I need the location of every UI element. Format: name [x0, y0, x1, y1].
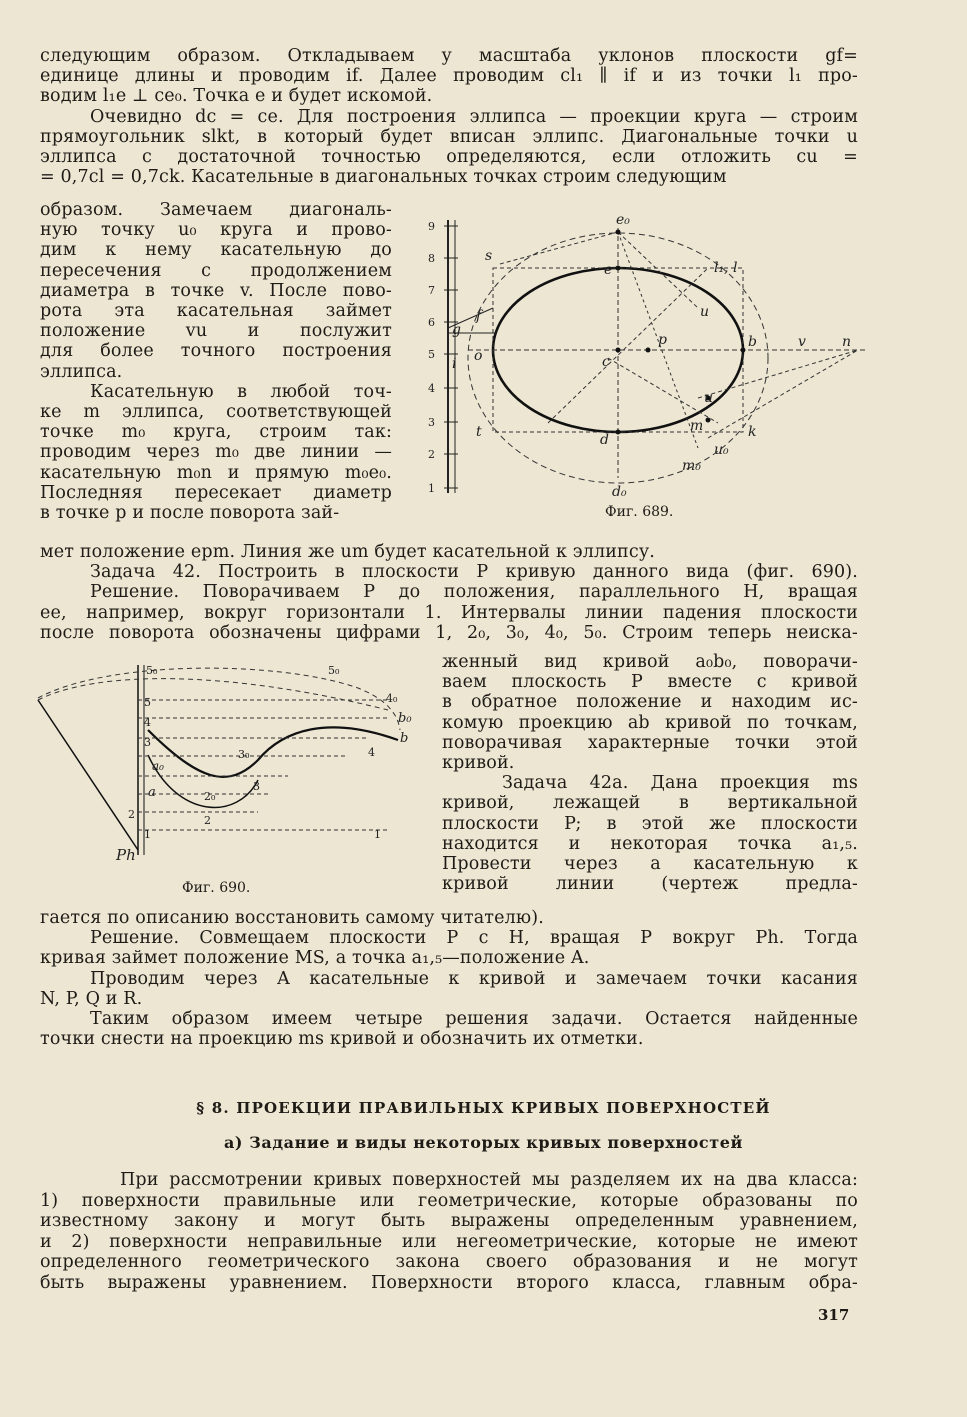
label-c: c [602, 354, 610, 370]
scale-4: 4 [428, 382, 435, 395]
text-line: в обратное положение и находим ис- [442, 692, 858, 713]
text-line: находится и некоторая точка a₁,₅. [442, 833, 858, 854]
fig690-a0: a₀ [152, 759, 164, 773]
label-m0: m₀ [682, 458, 701, 474]
text-line: диаметра в точке v. После пово- [40, 280, 392, 301]
label-u0: u₀ [714, 442, 729, 458]
text-line: и 2) поверхности неправильные или негеометрические, которые не имеют [40, 1231, 858, 1252]
text-line: проводим через m₀ две линии — [40, 442, 392, 463]
label-u: u [700, 304, 710, 320]
fig690-b: b [400, 731, 409, 746]
label-d: d [600, 432, 609, 448]
label-d0: d₀ [612, 484, 627, 500]
text-line: женный вид кривой a₀b₀, поворачи- [442, 652, 858, 672]
text-line: 1) поверхности правильные или геометрические, которые образованы по [40, 1190, 858, 1211]
fig690-1: 1 [144, 828, 151, 841]
text-line: известному закону и могут быть выражены определенным уравнением, [40, 1211, 858, 1232]
text-line: гается по описанию восстановить самому читателю). [40, 908, 544, 928]
text-line: точке m₀ круга, строим так: [40, 422, 392, 443]
text-line: Решение. Совмещаем плоскости P с H, вращая P вокруг Ph. Тогда [90, 928, 858, 949]
text-line: пересечения с продолжением [40, 260, 392, 281]
label-f: f [476, 308, 482, 324]
fig690-4: 4 [144, 716, 151, 729]
text-line: водим l₁e ⊥ ce₀. Точка e и будет искомой. [40, 86, 433, 107]
text-line: поворачивая характерные точки этой [442, 732, 858, 753]
scale-5: 5 [428, 348, 435, 361]
figure-690 [28, 660, 428, 870]
text-line: в точке p и после поворота зай- [40, 503, 340, 523]
fig690-3-center: 3 [253, 780, 260, 793]
text-line: прямоугольник slkt, в который будет вписан эллипс. Диагональные точки u [40, 126, 858, 147]
text-line: ее, например, вокруг горизонтали 1. Интервалы линии падения плоскости [40, 602, 858, 623]
section-title: § 8. ПРОЕКЦИИ ПРАВИЛЬНЫХ КРИВЫХ ПОВЕРХНОСТЕЙ [196, 1099, 771, 1117]
label-b: b [748, 334, 757, 350]
scale-7: 7 [428, 284, 435, 297]
text-line: кривой, лежащей в вертикальной [442, 793, 858, 814]
label-l1l: l₁, l [714, 260, 738, 276]
scale-3: 3 [428, 416, 435, 429]
text-line: ваем плоскость P вместе с кривой [442, 672, 858, 693]
text-line: Решение. Поворачиваем P до положения, параллельного H, вращая [90, 582, 858, 603]
label-m: m [690, 418, 704, 434]
fig690-ph: Ph [116, 846, 136, 864]
label-e: e [604, 262, 613, 278]
text-line: комую проекцию ab кривой по точкам, [442, 712, 858, 733]
fig690-t5b: 5₀ [328, 664, 340, 677]
text-line: Задача 42а. Дана проекция ms [502, 773, 858, 794]
text-line: плоскости P; в этой же плоскости [442, 813, 858, 834]
text-line: быть выражены уравнением. Поверхности второго класса, главным обра- [40, 1273, 858, 1293]
fig690-4-right: 4 [368, 746, 375, 759]
scale-9: 9 [428, 220, 435, 233]
fig690-3-0: 3₀ [238, 748, 250, 761]
text-line: При рассмотрении кривых поверхностей мы разделяем их на два класса: [120, 1170, 858, 1190]
text-line: Проводим через A касательные к кривой и замечаем точки касания [90, 968, 858, 989]
text-line: единице длины и проводим if. Далее проводим cl₁ ∥ if и из точки l₁ про- [40, 66, 858, 87]
text-line: рота эта касательная займет [40, 301, 392, 321]
text-line: кривой линии (чертеж предла- [442, 874, 858, 895]
label-v: v [798, 334, 806, 350]
text-line: Касательную в любой точ- [90, 381, 392, 402]
label-e0: e₀ [616, 212, 630, 228]
label-s: s [485, 248, 493, 264]
text-line: = 0,7cl = 0,7ck. Касательные в диагональных точках строим следующим [40, 167, 727, 188]
fig690-2-center: 2 [204, 814, 211, 827]
fig690-b0: b₀ [398, 711, 412, 726]
label-k: k [748, 424, 757, 440]
subsection-title: а) Задание и виды некоторых кривых поверхностей [223, 1133, 744, 1152]
scale-1: 1 [428, 482, 435, 495]
text-line: для более точного построения [40, 341, 392, 362]
scale-6: 6 [428, 316, 435, 329]
page-number: 317 [818, 1306, 850, 1324]
fig690-2-0: 2₀ [204, 790, 216, 803]
text-line: Очевидно dc = ce. Для построения эллипса — проекции круга — строим [90, 106, 858, 127]
text-line: образом. Замечаем диагональ- [40, 200, 392, 220]
text-line: эллипса с достаточной точностью определяются, если отложить cu = [40, 147, 858, 167]
figure-690-caption: Фиг. 690. [182, 880, 251, 896]
text-line: точки снести на проекцию ms кривой и обозначить их отметки. [40, 1029, 644, 1050]
label-i: i [452, 356, 457, 372]
text-line: касательную m₀n и прямую m₀e₀. [40, 462, 392, 483]
text-line: Таким образом имеем четыре решения задачи. Остается найденные [90, 1009, 858, 1029]
text-line: ную точку u₀ круга и прово- [40, 220, 392, 241]
fig690-1-right: 1 [374, 828, 381, 841]
fig690-5: 5 [144, 696, 151, 709]
text-line: эллипса. [40, 361, 123, 382]
text-line: ке m эллипса, соответствующей [40, 402, 392, 422]
text-line: положение vu и послужит [40, 321, 392, 342]
text-line: Последняя пересекает диаметр [40, 482, 392, 503]
figure-689-caption: Фиг. 689. [605, 504, 674, 520]
scale-8: 8 [428, 252, 435, 265]
text-line: мет положение epm. Линия же um будет касательной к эллипсу. [40, 542, 655, 562]
label-g: g [452, 322, 461, 338]
scale-2: 2 [428, 448, 435, 461]
label-u-low: u [704, 390, 714, 406]
text-line: Провести через a касательную к [442, 854, 858, 874]
label-n: n [842, 334, 852, 350]
fig690-t5: 5₀ [146, 664, 158, 677]
text-line: Задача 42. Построить в плоскости P кривую данного вида (фиг. 690). [90, 562, 858, 583]
text-line: кривая займет положение MS, а точка a₁,₅—положение A. [40, 948, 590, 969]
figure-689 [408, 208, 878, 508]
label-o: o [474, 348, 483, 364]
fig690-4-0: 4₀ [386, 692, 398, 705]
fig690-3: 3 [144, 736, 151, 749]
text-line: определенного геометрического закона своего образования и не могут [40, 1252, 858, 1273]
text-line: дим к нему касательную до [40, 240, 392, 261]
fig690-a: a [148, 785, 156, 800]
text-line: после поворота обозначены цифрами 1, 2₀, 3₀, 4₀, 5₀. Строим теперь неиска- [40, 622, 858, 643]
text-line: следующим образом. Откладываем у масштаба уклонов плоскости gf= [40, 46, 858, 66]
label-t: t [476, 424, 482, 440]
text-line: N, P, Q и R. [40, 988, 143, 1009]
label-p: p [658, 332, 667, 348]
fig690-2: 2 [128, 808, 135, 821]
text-line: кривой. [442, 753, 515, 773]
